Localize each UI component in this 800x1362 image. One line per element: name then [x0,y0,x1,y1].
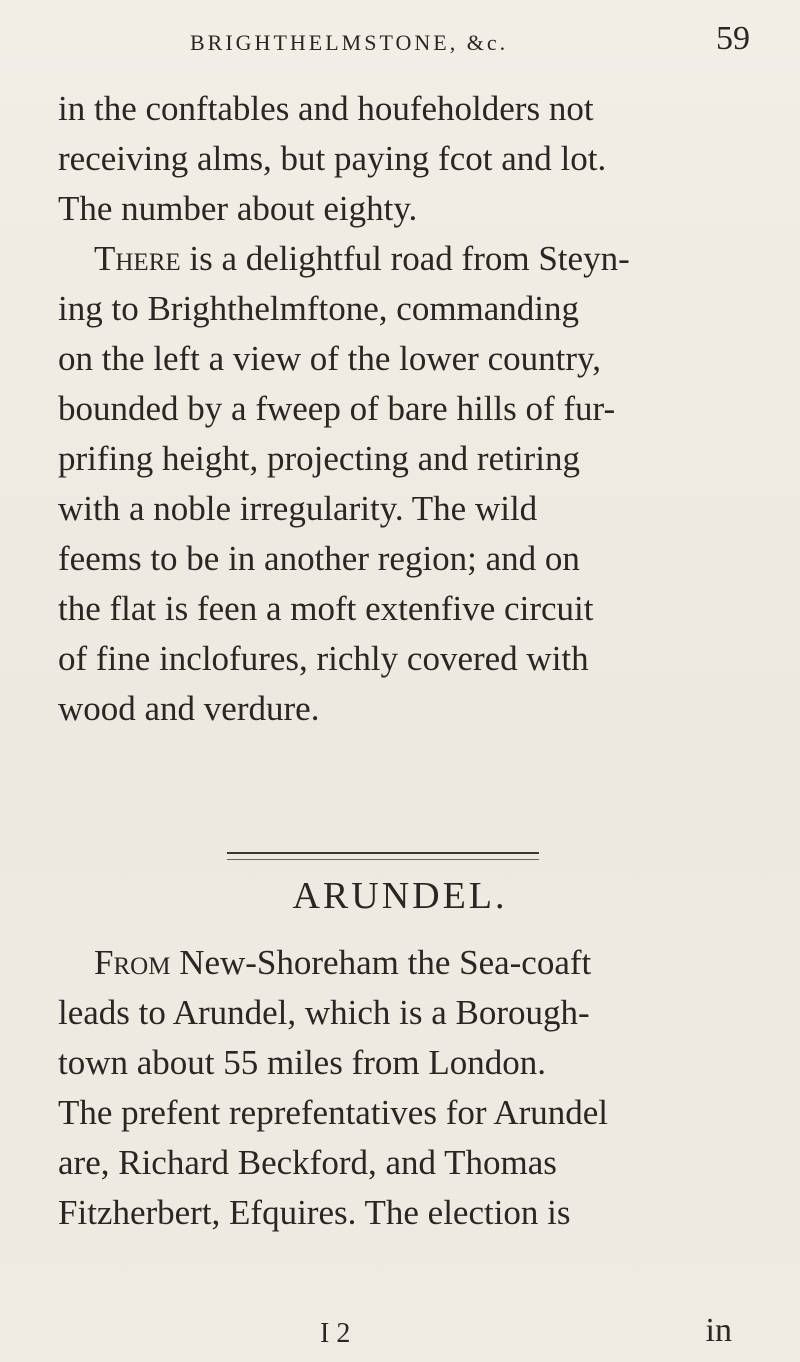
divider-rule [227,859,539,860]
text-line: receiving alms, but paying fcot and lot. [58,139,607,178]
main-text [58,84,740,734]
page-number: 59 [716,20,750,57]
divider-rule [227,852,539,854]
text-line: prifing height, projecting and retiring [58,439,580,478]
text-line: ing to Brighthelmftone, commanding [58,289,580,328]
text-line: are, Richard Beckford, and Thomas [58,1143,557,1182]
text-line: with a noble irregularity. The wild [58,489,538,528]
paragraph-opening-line [58,938,740,988]
small-caps-lead: There [94,239,181,278]
catchword: in [705,1312,732,1349]
text-line: town about 55 miles from London. [58,1043,547,1082]
text-line: Fitzherbert, Efquires. The election is [58,1193,571,1232]
page-header [190,20,750,70]
section-divider [227,852,539,865]
text-line: feems to be in another region; and on [58,539,580,578]
small-caps-lead: From [94,943,171,982]
text-line: in the conftables and houfeholders not [58,89,594,128]
opening-line-rest: New-Shoreham the Sea-coaft [170,943,592,982]
section-heading: ARUNDEL. [292,875,508,917]
page-footer [320,1312,760,1352]
section-text [58,938,740,1238]
text-line: the flat is feen a moft extenfive circuit [58,589,594,628]
paragraph-opening-line [58,234,740,284]
signature-mark: I 2 [320,1318,351,1349]
text-line: The number about eighty. [58,189,418,228]
opening-line-rest: is a delightful road from Steyn- [180,239,630,278]
text-line: The prefent reprefentatives for Arundel [58,1093,609,1132]
text-line: on the left a view of the lower country, [58,339,601,378]
text-line: wood and verdure. [58,689,320,728]
text-line: of fine inclofures, richly covered with [58,639,589,678]
running-head: BRIGHTHELMSTONE, &c. [190,30,509,55]
text-line: leads to Arundel, which is a Borough- [58,993,590,1032]
text-line: bounded by a fweep of bare hills of fur- [58,389,616,428]
